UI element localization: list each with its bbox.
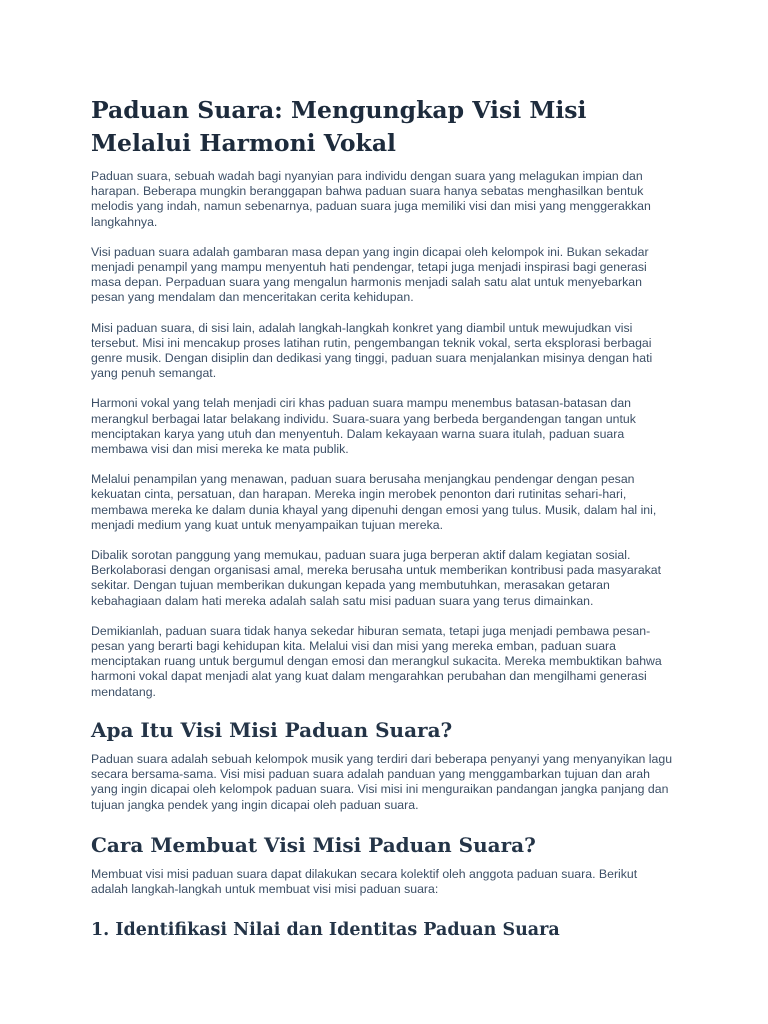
intro-paragraph-1: Paduan suara, sebuah wadah bagi nyanyian para individu dengan suara yang melagukan impian dan harapan. Beberapa mungkin beranggapan bahwa paduan suara hanya sebatas menghasilkan bentuk melodis yang indah, namun sebenarnya, paduan suara juga memiliki visi dan misi yang menggerakkan langkahnya.: [91, 169, 651, 229]
intro-paragraph-5: Melalui penampilan yang menawan, paduan suara berusaha menjangkau pendengar dengan pesan kekuatan cinta, persatuan, dan harapan. Mereka ingin merobek penonton dari rutinitas sehari-hari, membawa mereka ke dalam dunia khayal yang dipenuhi dengan emosi yang tulus. Musik, dalam hal ini, menjadi medium yang kuat untuk menyampaikan tujuan mereka.: [91, 472, 657, 532]
section-heading-how: Cara Membuat Visi Misi Paduan Suara?: [91, 832, 536, 857]
section-paragraph-what: Paduan suara adalah sebuah kelompok musik yang terdiri dari beberapa penyanyi yang menyanyikan lagu secara bersama-sama. Visi misi paduan suara adalah panduan yang menggambarkan tujuan dan arah yang ingin dicapai oleh kelompok paduan suara. Visi misi ini menguraikan pandangan jangka panjang dan tujuan jangka pendek yang ingin dicapai oleh paduan suara.: [91, 751, 673, 812]
article: [91, 94, 673, 943]
intro-paragraph-7: Demikianlah, paduan suara tidak hanya sekedar hiburan semata, tetapi juga menjadi pembawa pesan-pesan yang berarti bagi kehidupan kita. Melalui visi dan misi yang mereka emban, paduan suara menciptakan ruang untuk bergumul dengan emosi dan merangkul sukacita. Mereka membuktikan bahwa harmoni vokal dapat menjadi alat yang kuat dalam mengarahkan perubahan dan mengilhami generasi mendatang.: [91, 623, 662, 699]
section-heading-what: Apa Itu Visi Misi Paduan Suara?: [91, 717, 453, 742]
section-paragraph-how: Membuat visi misi paduan suara dapat dilakukan secara kolektif oleh anggota paduan suara. Berikut adalah langkah-langkah untuk membuat visi misi paduan suara:: [91, 866, 638, 896]
intro-paragraph-6: Dibalik sorotan panggung yang memukau, paduan suara juga berperan aktif dalam kegiatan sosial. Berkolaborasi dengan organisasi amal, mereka berusaha untuk memberikan kontribusi pada masyarakat sekitar. Dengan tujuan memberikan dukungan kepada yang membutuhkan, merasakan getaran kebahagiaan dalam hati mereka adalah salah satu misi paduan suara yang terus dimainkan.: [91, 548, 662, 608]
intro-paragraph-2: Visi paduan suara adalah gambaran masa depan yang ingin dicapai oleh kelompok ini. Bukan sekadar menjadi penampil yang mampu menyentuh hati pendengar, tetapi juga menjadi inspirasi bagi generasi masa depan. Perpaduan suara yang mengalun harmonis menjadi salah satu alat untuk menyebarkan pesan yang mendalam dan menceritakan cerita kehidupan.: [91, 244, 649, 305]
intro-paragraph-4: Harmoni vokal yang telah menjadi ciri khas paduan suara mampu menembus batasan-batasan dan merangkul berbagai latar belakang individu. Suara-suara yang berbeda bergandengan tangan untuk menciptakan karya yang utuh dan menyentuh. Dalam kekayaan warna suara itulah, paduan suara membawa visi dan misi mereka ke mata publik.: [91, 396, 636, 457]
page-title: Paduan Suara: Mengungkap Visi Misi Melalui Harmoni Vokal: [91, 96, 587, 157]
subheading-step-1: 1. Identifikasi Nilai dan Identitas Paduan Suara: [91, 920, 560, 941]
intro-paragraph-3: Misi paduan suara, di sisi lain, adalah langkah-langkah konkret yang diambil untuk mewujudkan visi tersebut. Misi ini mencakup proses latihan rutin, pengembangan teknik vokal, serta eksplorasi berbagai genre musik. Dengan disiplin dan dedikasi yang tinggi, paduan suara menjalankan misinya dengan hati yang penuh semangat.: [91, 320, 653, 381]
